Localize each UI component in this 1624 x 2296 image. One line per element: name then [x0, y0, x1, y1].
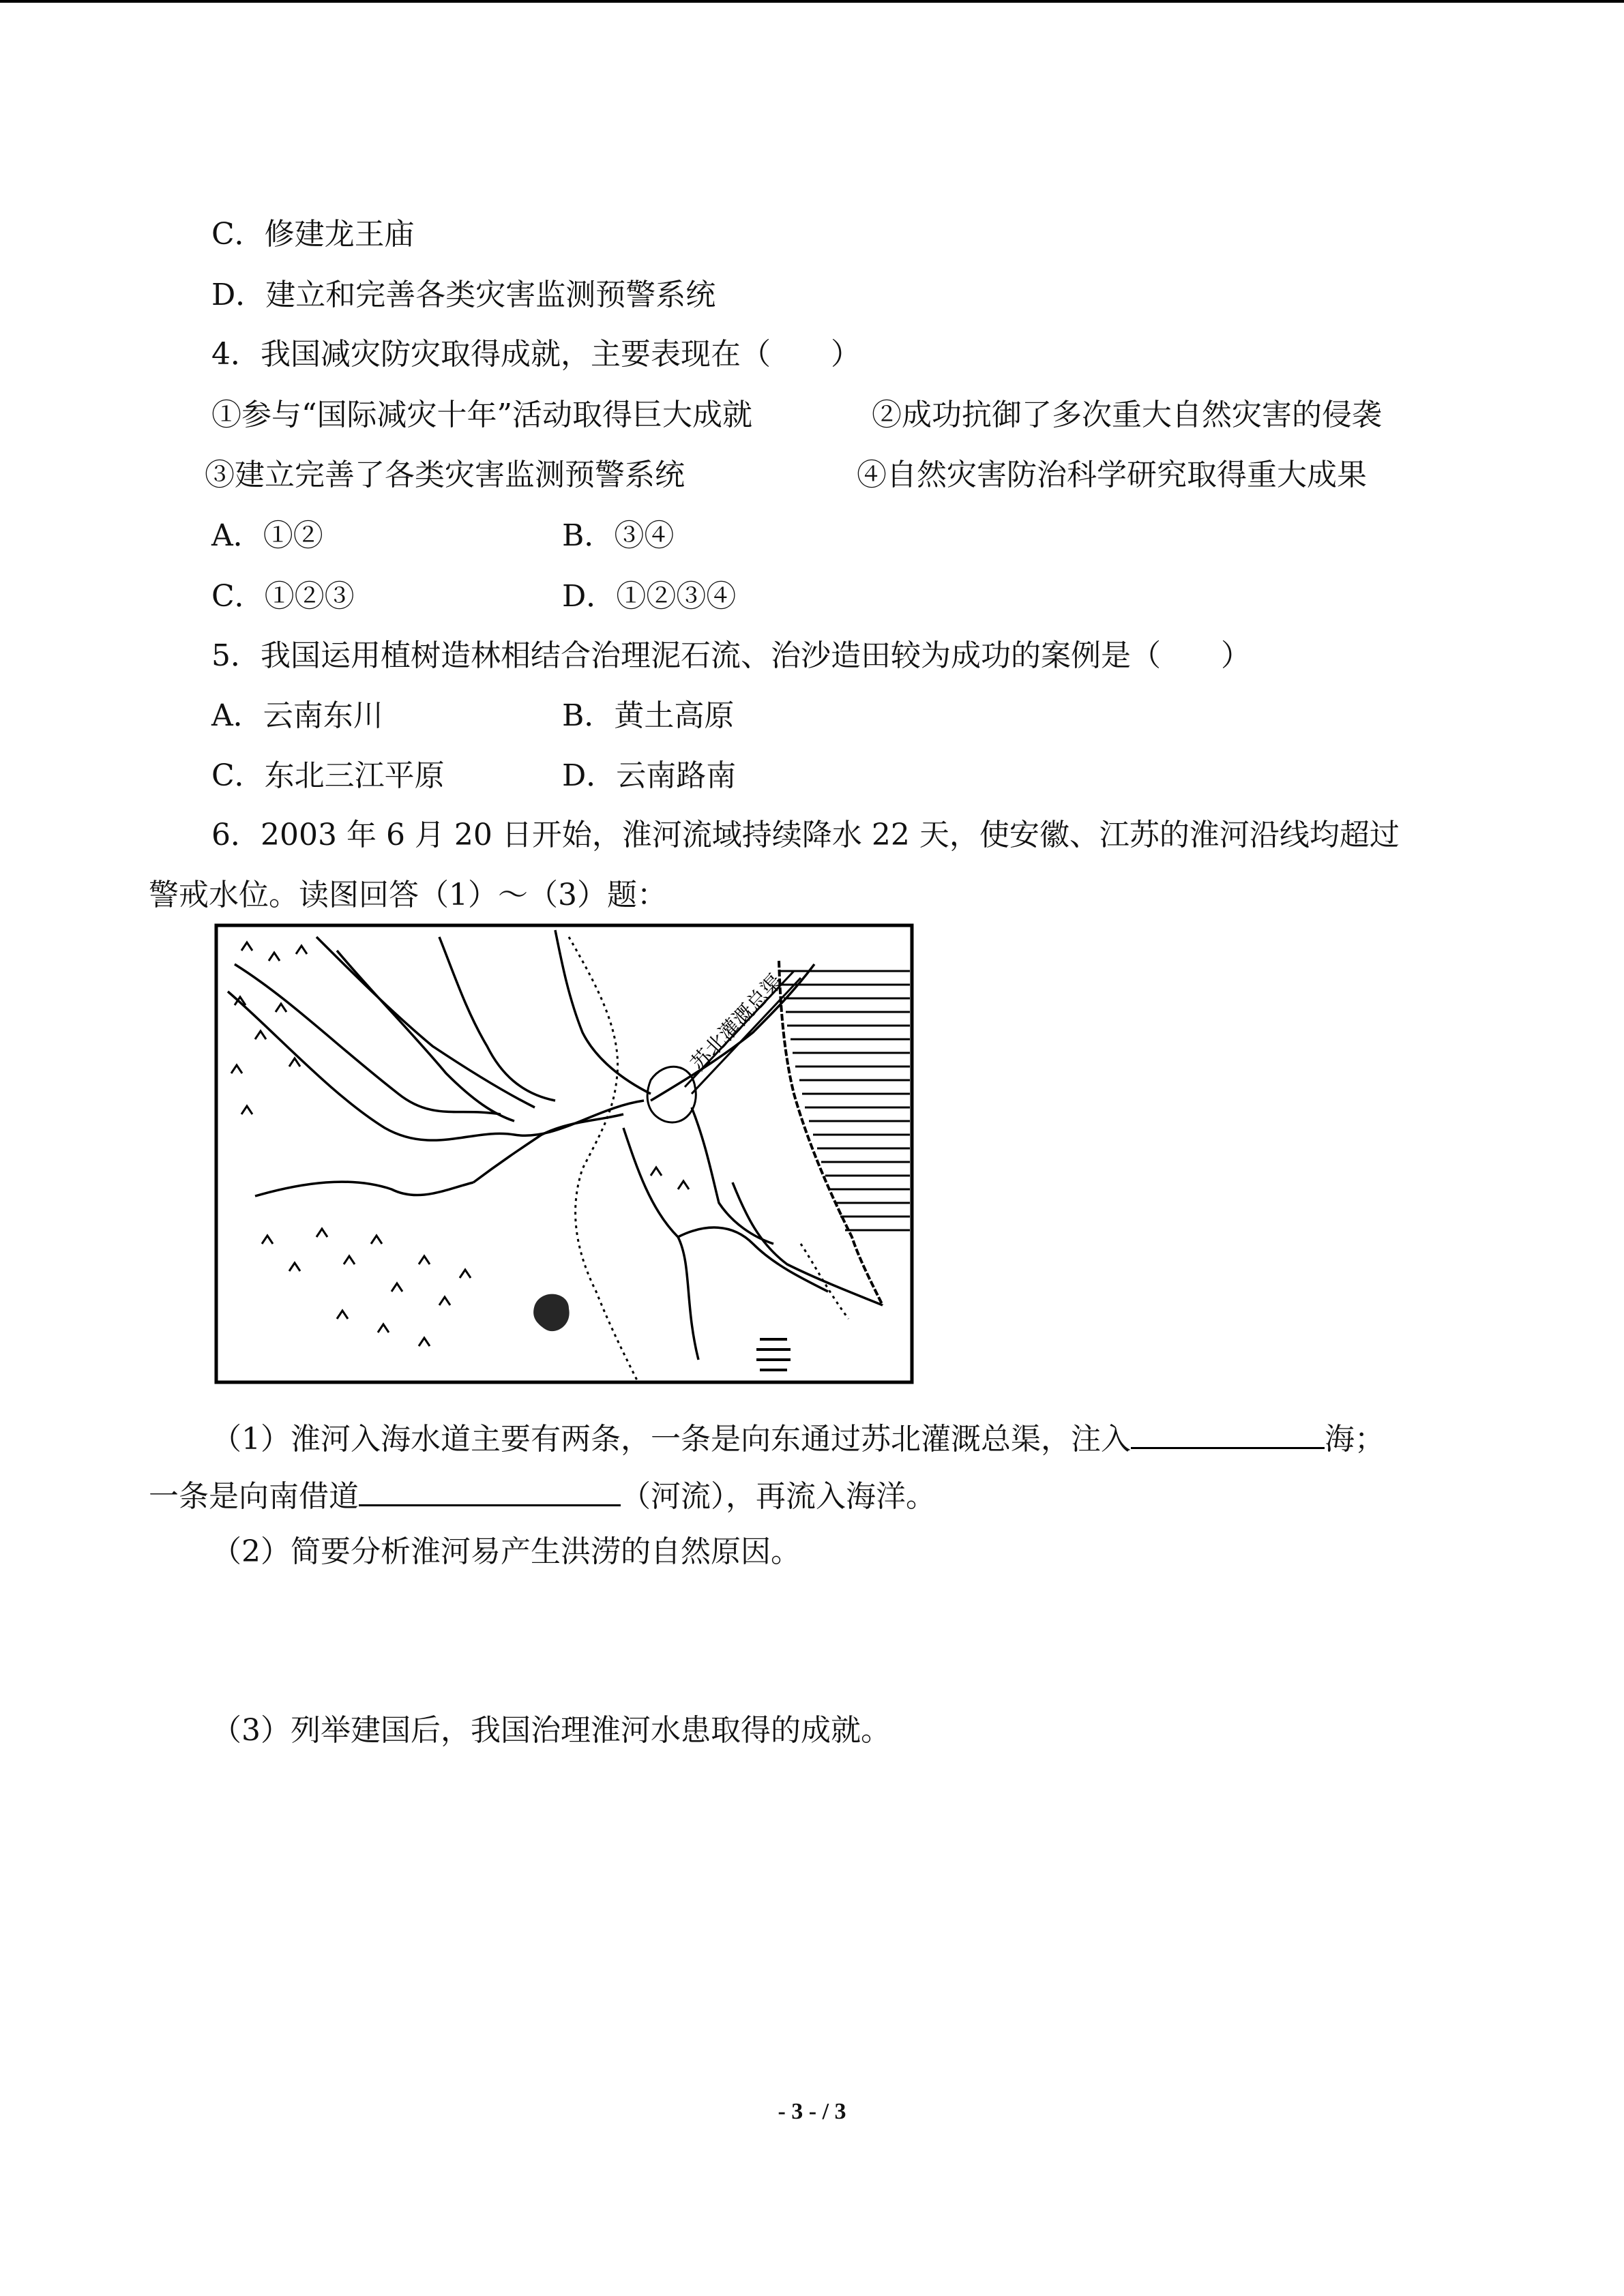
sub-question-1-line2	[149, 1474, 936, 1517]
sub-question-1-line1	[211, 1417, 1385, 1460]
q4-option-a: A．①②	[211, 518, 323, 553]
q4-option-b: B．③④	[562, 518, 675, 553]
sub1-text-post: 海；	[1325, 1422, 1385, 1457]
sub1-text-pre: （1）淮河入海水道主要有两条，一条是向东通过苏北灌溉总渠，注入	[211, 1422, 1131, 1457]
q4-option-c: C．①②③	[211, 579, 355, 614]
page-number: - 3 - / 3	[778, 2099, 846, 2124]
sub-question-2: （2）简要分析淮河易产生洪涝的自然原因。	[211, 1534, 801, 1569]
q4-statement-3: ③建立完善了各类灾害监测预警系统	[205, 458, 685, 492]
answer-blank-river[interactable]	[359, 1474, 621, 1506]
sub1-line2-pre: 一条是向南借道	[149, 1479, 359, 1514]
option-d: D．建立和完善各类灾害监测预警系统	[211, 278, 716, 312]
question-4: 4．我国减灾防灾取得成就，主要表现在（ ）	[211, 337, 861, 372]
canal-label: 苏北灌溉总渠	[686, 969, 788, 1076]
q5-option-c: C．东北三江平原	[211, 758, 445, 793]
q5-option-a: A．云南东川	[211, 698, 383, 733]
q4-option-d: D．①②③④	[562, 579, 737, 614]
q4-statement-2: ②成功抗御了多次重大自然灾害的侵袭	[872, 398, 1382, 432]
top-border	[0, 0, 1624, 3]
question-6-line1: 6．2003 年 6 月 20 日开始，淮河流域持续降水 22 天，使安徽、江苏的淮河沿线均超过	[211, 818, 1400, 852]
q5-option-b: B．黄土高原	[562, 698, 735, 733]
question-5: 5．我国运用植树造林相结合治理泥石流、治沙造田较为成功的案例是（ ）	[211, 638, 1251, 673]
option-c: C．修建龙王庙	[211, 217, 415, 252]
q4-statement-1: ①参与“国际减灾十年”活动取得巨大成就	[211, 398, 752, 432]
answer-blank-sea[interactable]	[1131, 1417, 1325, 1449]
question-6-line2: 警戒水位。读图回答（1）～（3）题：	[149, 878, 667, 912]
q5-option-d: D．云南路南	[562, 758, 737, 793]
q4-statement-4: ④自然灾害防治科学研究取得重大成果	[857, 458, 1367, 492]
sub-question-3: （3）列举建国后，我国治理淮河水患取得的成就。	[211, 1713, 891, 1748]
sub1-line2-post: （河流），再流入海洋。	[621, 1479, 936, 1514]
huai-river-map	[214, 923, 914, 1384]
